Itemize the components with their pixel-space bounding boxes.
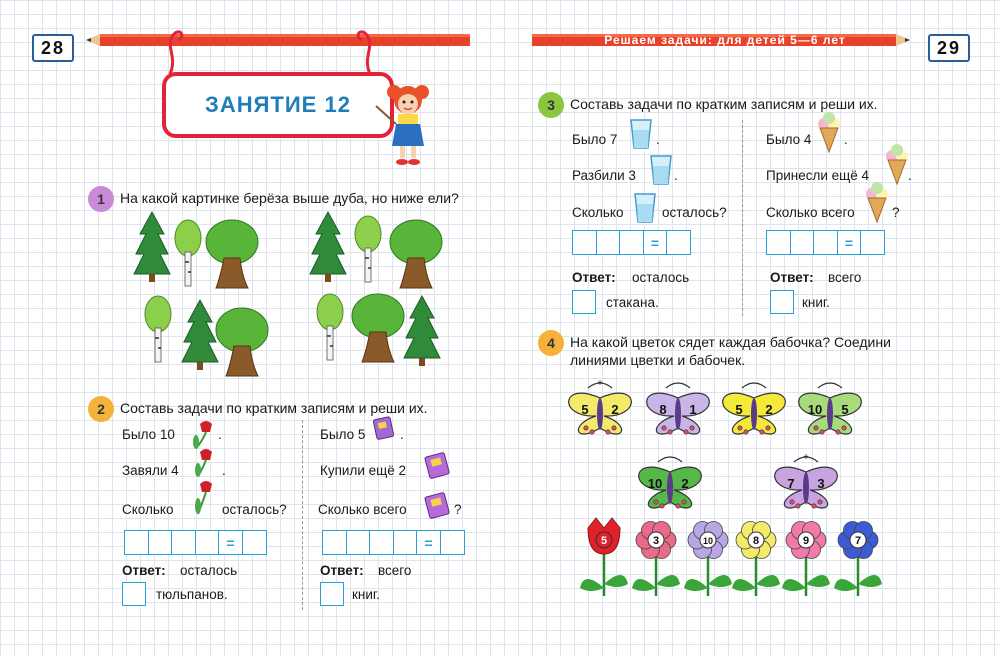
equals-cell: = [837,230,862,255]
glass-icon [632,192,658,224]
flower-number: 7 [854,535,862,547]
ice-cream-icon [884,144,910,186]
equals-cell: = [643,230,668,255]
butterfly-right-number: 2 [681,476,689,491]
flower-number: 5 [600,535,608,547]
butterfly-left-number: 8 [659,402,667,417]
flower[interactable] [632,521,680,596]
flower-number: 3 [652,535,660,547]
task-3-left-line1: Было 7 [572,132,618,147]
task-3-left-answer-label: Ответ: [572,270,616,285]
butterfly[interactable] [799,378,862,434]
task-3-right-dot1: . [844,132,848,147]
flower-number: 10 [702,536,714,546]
butterfly-operator: + [597,378,603,389]
task-2-divider [302,420,303,610]
task-3-left-dot2: . [674,168,678,183]
books-icon [424,450,454,480]
task-2-left-line1: Было 10 [122,427,175,442]
task-3-right-question-mark: ? [892,205,900,220]
task-2-right-line3: Сколько всего [318,502,407,517]
answer-cell[interactable] [124,530,149,555]
task-3-right-answer-cells[interactable] [766,230,884,255]
task-2-number: 2 [88,396,114,422]
girl-with-pointer-image [374,80,434,172]
answer-cell[interactable] [440,530,465,555]
butterfly[interactable] [569,378,632,434]
task-3-right-line3: Сколько всего [766,205,855,220]
task-3-right-answer-box[interactable] [770,290,794,314]
task-3-divider [742,120,743,316]
butterfly-operator: — [673,378,683,389]
task-3-right-dot2: . [908,168,912,183]
task-3-left-answer-cells[interactable] [572,230,690,255]
task-2-left-dot1: . [218,427,222,442]
butterfly[interactable] [639,452,702,508]
right-page-header: Решаем задачи: для детей 5—6 лет [604,33,846,47]
task-2-right-dot1: . [400,427,404,442]
answer-cell[interactable] [619,230,644,255]
task-3-left-line3b: осталось? [662,205,727,220]
flower[interactable] [732,521,780,596]
flower[interactable] [834,521,882,596]
task-3-left-dot1: . [656,132,660,147]
equals-cell: = [218,530,243,555]
task-3-right-line1: Было 4 [766,132,812,147]
answer-cell[interactable] [596,230,621,255]
left-page-number: 28 [32,34,74,62]
answer-cell[interactable] [322,530,347,555]
task-4-question: На какой цветок сядет каждая бабочка? Соедини линиями цветки и бабочек. [570,334,891,368]
ice-cream-icon [864,182,890,224]
butterflies-and-flowers[interactable] [560,370,920,610]
answer-cell[interactable] [766,230,791,255]
task-3-right-answer-text: всего [828,270,862,285]
answer-cell[interactable] [148,530,173,555]
task-3-left-line3a: Сколько [572,205,624,220]
butterfly-right-number: 5 [841,402,849,417]
answer-cell[interactable] [666,230,691,255]
task-3-left-answer-unit: стакана. [606,295,659,310]
task-2-left-answer-label: Ответ: [122,563,166,578]
answer-cell[interactable] [813,230,838,255]
task-2-left-answer-unit: тюльпанов. [156,587,228,602]
answer-cell[interactable] [171,530,196,555]
flower[interactable] [580,518,628,596]
task-1-number: 1 [88,186,114,212]
answer-cell[interactable] [346,530,371,555]
task-3-right-answer-unit: книг. [802,295,830,310]
butterfly-right-number: 2 [765,402,773,417]
task-2-left-answer-box[interactable] [122,582,146,606]
answer-cell[interactable] [860,230,885,255]
butterfly-operator: — [825,378,835,389]
task-2-right-answer-unit: книг. [352,587,380,602]
task-3-number: 3 [538,92,564,118]
butterfly-left-number: 10 [807,402,823,417]
butterfly-left-number: 5 [581,402,589,417]
butterfly[interactable] [775,452,838,508]
butterfly-operator: — [749,378,759,389]
butterfly-operator: — [665,452,675,463]
task-2-right-line1: Было 5 [320,427,366,442]
task-3-right-line2: Принесли ещё 4 [766,168,870,183]
lesson-title: ЗАНЯТИЕ 12 [162,72,394,138]
task-2-left-dot2: . [222,463,226,478]
flower-number: 9 [802,535,810,547]
butterfly-right-number: 3 [817,476,825,491]
task-3-right-answer-label: Ответ: [770,270,814,285]
butterfly-left-number: 7 [787,476,795,491]
answer-cell[interactable] [393,530,418,555]
butterfly-right-number: 1 [689,402,697,417]
task-3-question: Составь задачи по кратким записям и реши их. [570,96,878,112]
butterfly-left-number: 5 [735,402,743,417]
books-icon [424,490,454,520]
task-2-right-question-mark: ? [454,502,462,517]
sign-strings [160,26,390,76]
answer-cell[interactable] [369,530,394,555]
flower[interactable] [782,521,830,596]
glass-icon [648,154,674,186]
task-2-left-answer-cells[interactable] [124,530,265,555]
task-2-right-answer-cells[interactable] [322,530,463,555]
trees-pictures [130,212,460,382]
answer-cell[interactable] [790,230,815,255]
right-page-number: 29 [928,34,970,62]
task-2-right-line2: Купили ещё 2 [320,463,407,478]
task-2-left-answer-text: осталось [180,563,238,578]
task-1-question: На какой картинке берёза выше дуба, но ниже ели? [120,190,459,206]
task-2-right-answer-text: всего [378,563,412,578]
task-3-left-line2: Разбили 3 [572,168,636,183]
task-2-right-answer-label: Ответ: [320,563,364,578]
flower[interactable] [684,521,732,596]
task-2-left-line2: Завяли 4 [122,463,179,478]
butterfly-left-number: 10 [647,476,663,491]
task-2-question: Составь задачи по кратким записям и реши их. [120,400,428,416]
answer-cell[interactable] [195,530,220,555]
task-3-left-answer-text: осталось [632,270,690,285]
flower-number: 8 [752,535,760,547]
answer-cell[interactable] [572,230,597,255]
book-icon [372,416,396,440]
answer-cell[interactable] [242,530,267,555]
task-4-number: 4 [538,330,564,356]
task-2-left-line3a: Сколько [122,502,174,517]
butterfly[interactable] [723,378,786,434]
glass-icon [628,118,654,150]
task-3-left-answer-box[interactable] [572,290,596,314]
equals-cell: = [416,530,441,555]
ice-cream-icon [816,112,842,154]
task-2-left-line3b: осталось? [222,502,287,517]
tulip-icons [186,418,222,518]
butterfly-right-number: 2 [611,402,619,417]
task-2-right-answer-box[interactable] [320,582,344,606]
butterfly-operator: + [803,452,809,463]
butterfly[interactable] [647,378,710,434]
